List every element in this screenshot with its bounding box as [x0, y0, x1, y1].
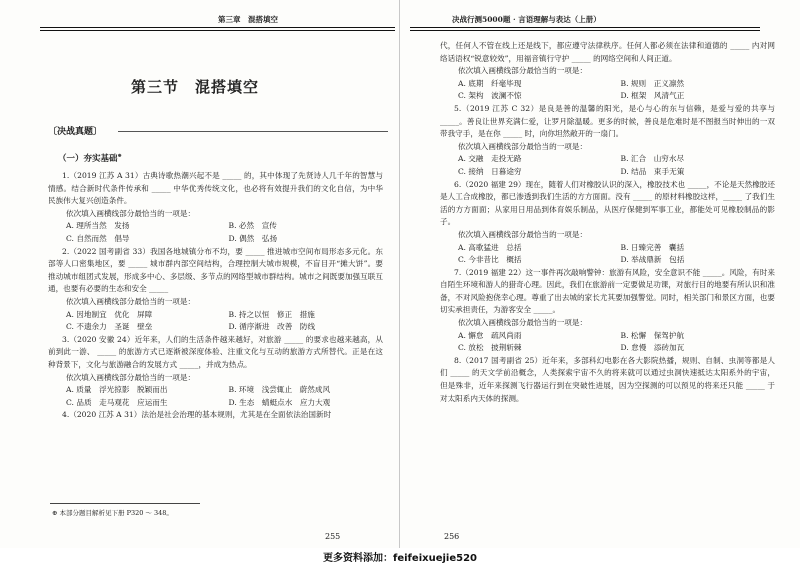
right-running-header: 决战行测5000题 · 言语理解与表达（上册） [452, 15, 601, 24]
option: C. 接纳 日暮途穷 [458, 166, 522, 176]
option: A. 底期 纤毫毕现 [458, 78, 522, 88]
q6-options [440, 242, 775, 267]
section-title: 第三节 混搭填空 [130, 78, 259, 96]
left-running-header: 第三章 混搭填空 [218, 15, 278, 24]
section-tag: 〔决战真题〕 [48, 127, 103, 137]
q4-lead: 依次填入画横线部分最恰当的一项是： [458, 66, 588, 76]
q7-options [440, 330, 775, 355]
q1-options [48, 220, 383, 245]
q1-text: 1.（2019 江苏 A 31）古典诗歌热潮兴起不是 _____ 的，其中体现了先贤诗人几千年的智慧与情感。结合新时代条件传承和 _____ 中华优秀传统文化，也必将有效提升我们的文化自信，为中华民族伟大复兴创造条件。 [48, 171, 383, 206]
footnote-marker: ⊕ [117, 153, 122, 160]
tag-rule [118, 131, 388, 132]
footnote: ⊕ 本部分题目解析见下册 P320 ～ 348。 [52, 509, 173, 517]
option: A. 高歌猛进 总括 [458, 242, 522, 252]
q3-text: 3.（2020 安徽 24）近年来，人们的生活条件越来越好，对旅游 _____ 的要求也越来越高，从前到此一游、 _____ 的旅游方式已逐渐被深度体验、注重文化与互动的旅游方式所替代。正是在这种背景下，文化与旅游融合的发展方式 _____，并成为热点。 [48, 334, 383, 369]
q4-text-start: 4.（2020 江苏 A 31）法治是社会治理的基本规则，尤其是在全面依法治国新时 [62, 410, 332, 420]
option: B. 规则 正义凛然 [620, 78, 685, 88]
option: B. 持之以恒 修正 措施 [228, 309, 315, 319]
q5-lead: 依次填入画横线部分最恰当的一项是： [458, 141, 588, 151]
option: D. 生态 蜻蜓点水 应力大观 [228, 397, 331, 407]
option: B. 汇合 山穷水尽 [620, 154, 685, 164]
option: D. 结品 束手无策 [620, 166, 685, 176]
page-number-left: 255 [325, 532, 341, 541]
option: A. 质量 浮光掠影 脱颖而出 [66, 385, 168, 395]
option: B. 松懈 保驾护航 [620, 330, 685, 340]
q6-lead: 依次填入画横线部分最恰当的一项是： [458, 229, 588, 239]
q3-options [48, 384, 383, 409]
subsection-title-text: （一）夯实基础 [58, 154, 118, 164]
option: A. 懈怠 疏风尚雨 [458, 330, 522, 340]
option: A. 理所当然 发扬 [66, 221, 130, 231]
option: D. 举战鼎新 包括 [620, 255, 685, 265]
q7-lead: 依次填入画横线部分最恰当的一项是： [458, 318, 588, 328]
left-questions [48, 170, 383, 422]
q6-text: 6.（2020 福建 29）现在，随着人们对橡胶认识的深入，橡胶技术也 _____，不论是天然橡胶还是人工合成橡胶，都已渗透到我们生活的方方面面。没有 _____ 的原材料橡胶这样，_____ 了我们生活的方方面面；从家用日用品到体育娱乐制品，从医疗保健到军事工业，都能处可见橡胶制品的影子。 [440, 179, 775, 227]
page-number-right: 256 [444, 532, 460, 541]
q1-lead: 依次填入画横线部分最恰当的一项是： [66, 208, 196, 218]
left-header-rule-thin [40, 30, 395, 31]
option: B. 日臻完善 囊括 [620, 242, 685, 252]
option: C. 自然而然 倡导 [66, 233, 130, 243]
q2-text: 2.（2022 国考副省 33）我国各地城镇分布不均，要 _____ 推进城市空间布局形态多元化。东部等人口密集地区，要 _____ 城市群内部空间结构，合理控制大城市规模，不盲目开“摊大饼”。要推动城市组团式发展，形成多中心、多层级、多节点的网络型城市群结构。城市之间既要加强互联互通，也要有必要的生态和安全 _____ [48, 246, 383, 294]
q2-lead: 依次填入画横线部分最恰当的一项是： [66, 296, 196, 306]
q4-options [440, 78, 775, 103]
left-page [0, 0, 400, 548]
right-questions [440, 40, 775, 405]
option: A. 因地制宜 优化 屏障 [66, 309, 153, 319]
footer-note: 更多资料添加：feifeixuejie520 [323, 553, 477, 564]
option: B. 必然 宣传 [228, 221, 277, 231]
q5-text: 5.（2019 江苏 C 32）是良是善的温馨的阳光，是心与心的东与信赖，是爱与爱的共享与 _____。善良让世界充满仁爱，让罗月除温暖。更多的时候，善良是危难时是不图报当时伸出的一双带我守手，是在你 _____ 时，向你坦然敞开的一扇门。 [440, 103, 775, 139]
subsection-title [58, 152, 122, 164]
right-page [400, 0, 800, 548]
option: C. 放松 披荆斩棘 [458, 343, 522, 353]
q2-options [48, 309, 383, 334]
left-header-rule [40, 27, 395, 28]
option: B. 环境 浅尝辄止 蔚然成风 [228, 385, 331, 395]
option: C. 架构 波澜不惊 [458, 91, 522, 101]
option: C. 不遗余力 圣诞 壁垒 [66, 322, 153, 332]
q4-text-cont: 代，任何人不管在线上还是线下，都应遵守法律秩序。任何人都必须在法律和道德的 _____ 内对网络话语权“锐意较效”，用福音镇行守护 _____ 的网络空间和人间正道。 [440, 41, 775, 63]
right-header-rule-thin [410, 30, 760, 31]
q5-options [440, 153, 775, 178]
option: C. 今非昔比 概括 [458, 255, 522, 265]
option: D. 循序渐进 改善 防线 [228, 322, 316, 332]
option: D. 框架 风清气正 [620, 91, 685, 101]
right-header-rule [410, 27, 760, 28]
option: A. 交融 走投无路 [458, 154, 522, 164]
q3-lead: 依次填入画横线部分最恰当的一项是： [66, 372, 196, 382]
option: D. 怠慢 添砖加瓦 [620, 343, 685, 353]
q7-text: 7.（2019 福建 22）这一事件再次敲响警钟：旅游有风险，安全意识不能 _____。风险，有时来自陌生环境和游人的猎奇心理。因此，我们在旅游前一定要做足功课，对旅行目的地要有所认识和准备，不对风险抱侥幸心理。尊重了出去城的家长尤其要加强警觉。同时，相关部门和景区方面，也要切实承担责任，为游客安全 _____。 [440, 267, 775, 315]
option: D. 偶然 弘扬 [228, 233, 278, 243]
option: C. 品质 走马观花 应运而生 [66, 397, 168, 407]
footnote-rule [50, 503, 200, 504]
q8-text: 8.（2017 国考副省 25）近年来，多部科幻电影在各大影院热播，规则、自制、虫洞等都是人们 _____ 的天文学前沿概念，人类探索宇宙不久的将来就可以通过虫洞快速抵达太阳系外的宇宙，但是殊非，近年来探测飞行器运行到在突破性进展，因为空探测的可以预见的将来还只能 _____ 于对太阳系内天体的探测。 [440, 355, 775, 403]
